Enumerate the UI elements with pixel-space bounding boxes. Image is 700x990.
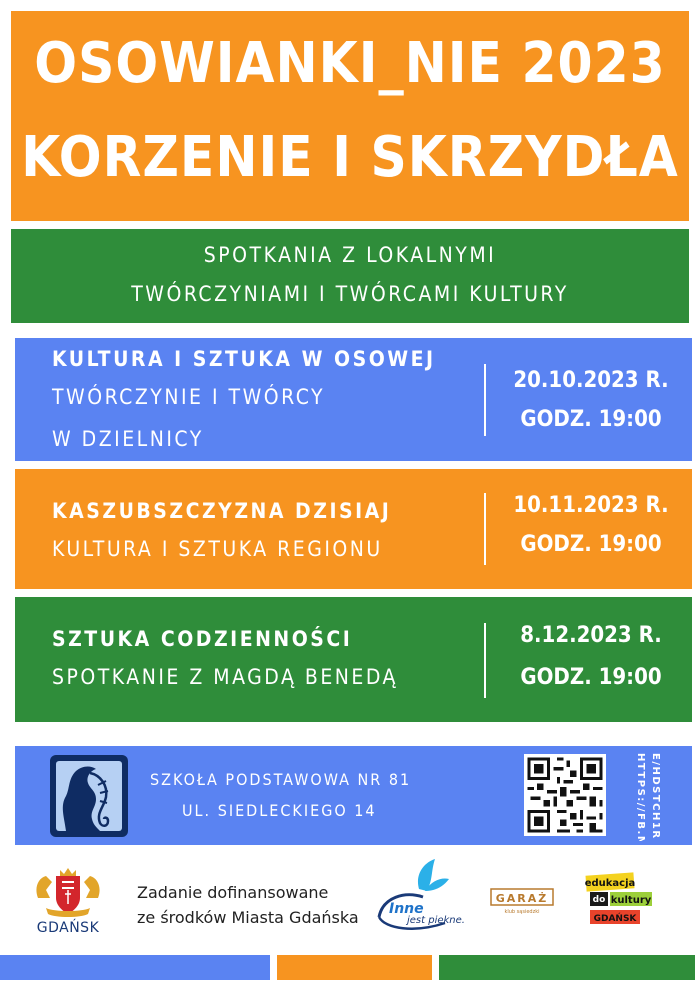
- venue-address: UL. SIEDLECKIEGO 14: [182, 801, 377, 820]
- bottom-stripe-green: [439, 955, 695, 980]
- event-date: 8.12.2023 R.: [520, 623, 662, 648]
- funding-note: [137, 880, 359, 930]
- event-divider: [484, 364, 486, 436]
- gdansk-label: GDAŃSK: [36, 920, 100, 936]
- subtitle-line2: TWÓRCZYNIAMI I TWÓRCAMI KULTURY: [131, 282, 569, 306]
- bottom-stripe-blue: [0, 955, 270, 980]
- event-subtitle-line1: SPOTKANIE Z MAGDĄ BENEDĄ: [52, 665, 398, 689]
- event-subtitle-line1: KULTURA I SZTUKA REGIONU: [52, 537, 383, 561]
- event-subtitle-line1: TWÓRCZYNIE I TWÓRCY: [52, 385, 326, 409]
- event-time: GODZ. 19:00: [520, 532, 662, 557]
- qr-code-icon[interactable]: [524, 754, 606, 836]
- event-title: KASZUBSZCZYZNA DZISIAJ: [52, 499, 392, 523]
- url-line1: HTTPS://FB.ME/: [635, 753, 646, 841]
- header-banner: [11, 11, 689, 221]
- event-time: GODZ. 19:00: [520, 665, 662, 690]
- venue-name: SZKOŁA PODSTAWOWA NR 81: [150, 770, 412, 789]
- funding-line2: ze środków Miasta Gdańska: [137, 908, 359, 927]
- venue-banner: [15, 746, 692, 845]
- facebook-url[interactable]: [620, 751, 680, 841]
- event-title: SZTUKA CODZIENNOŚCI: [52, 627, 353, 651]
- event-title: KULTURA I SZTUKA W OSOWEJ: [52, 347, 436, 371]
- event-card-2: [15, 469, 692, 589]
- subtitle-line1: SPOTKANIA Z LOKALNYMI: [203, 243, 497, 267]
- edk-word3: kultury: [610, 895, 652, 906]
- event-subtitle-line2: W DZIELNICY: [52, 427, 204, 451]
- edk-word4: GDAŃSK: [593, 914, 637, 924]
- event-divider: [484, 493, 486, 565]
- edukacja-do-kultury-logo: [582, 870, 660, 934]
- school-logo-icon: [50, 755, 128, 837]
- gdansk-coat-of-arms-icon: [30, 868, 106, 936]
- header-title-line1: OSOWIANKI_NIE 2023: [34, 31, 666, 96]
- subtitle-banner: [11, 229, 689, 323]
- inne-word: Inne: [389, 901, 424, 917]
- event-card-1: [15, 338, 692, 461]
- edk-word1: edukacja: [584, 878, 636, 889]
- event-time: GODZ. 19:00: [520, 407, 662, 432]
- event-date: 20.10.2023 R.: [513, 368, 669, 393]
- jest-piekne-word: jest piękne.: [407, 915, 465, 926]
- garaz-sub: klub sąsiedzki: [504, 909, 540, 915]
- url-line2: E/HDSTCH1R: [650, 753, 661, 840]
- funding-line1: Zadanie dofinansowane: [137, 883, 329, 902]
- event-divider: [484, 623, 486, 698]
- garaz-logo: [490, 886, 560, 916]
- event-card-3: [15, 597, 692, 722]
- header-title-line2: KORZENIE I SKRZYDŁA: [21, 125, 679, 190]
- inne-jest-piekne-logo: [375, 857, 475, 937]
- bottom-stripe-orange: [277, 955, 432, 980]
- garaz-word: GARAŻ: [495, 892, 549, 905]
- event-date: 10.11.2023 R.: [513, 493, 669, 518]
- edk-word2: do: [592, 895, 606, 905]
